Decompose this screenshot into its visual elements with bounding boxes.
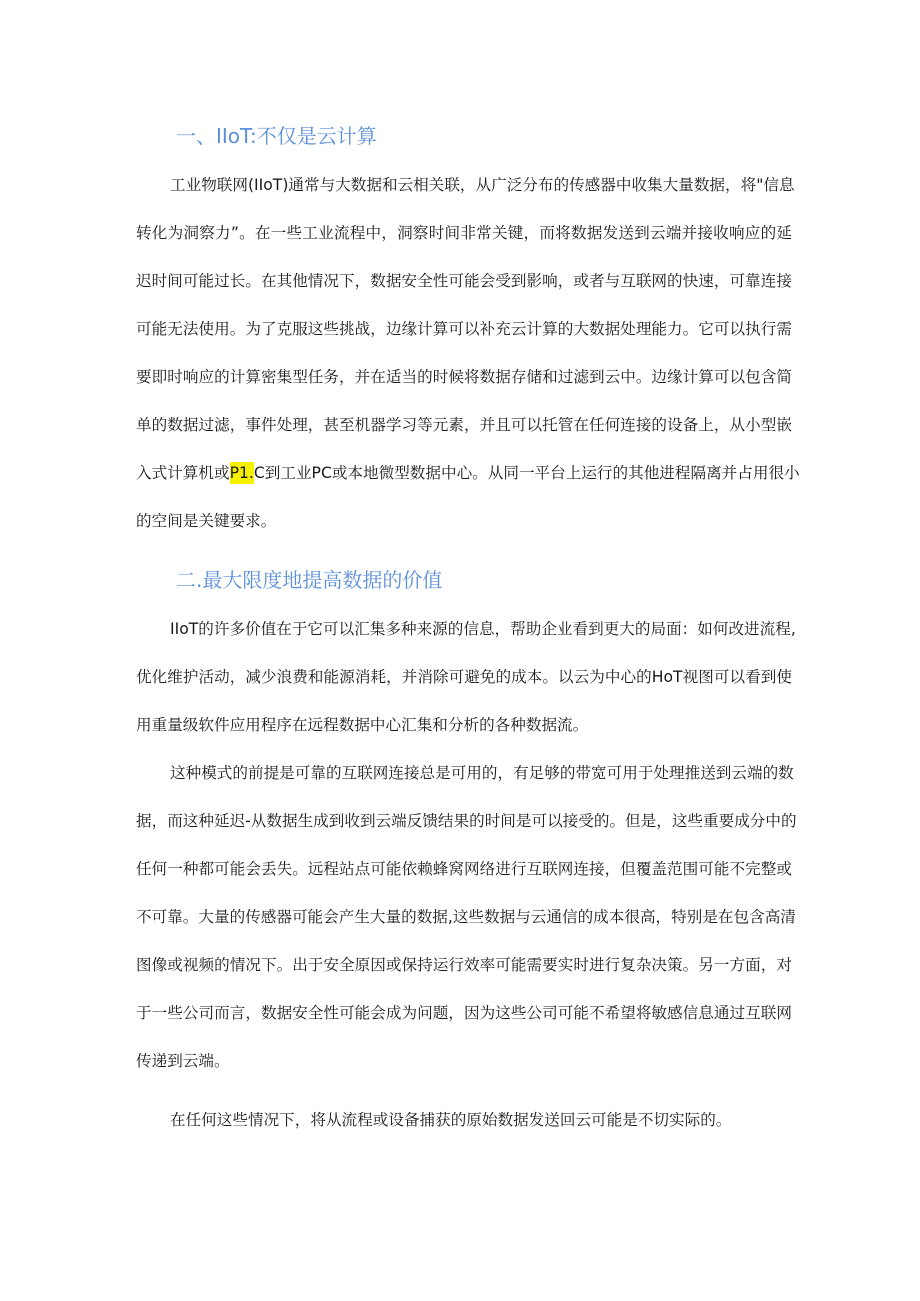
text-line: 可能无法使用。为了克服这些挑战，边缘计算可以补充云计算的大数据处理能力。它可以执行需 [136,320,792,338]
text-line: 要即时响应的计算密集型任务，并在适当的时候将数据存储和过滤到云中。边缘计算可以包含简 [136,368,792,386]
text-line: 单的数据过滤，事件处理，甚至机器学习等元素，并且可以托管在任何连接的设备上，从小型嵌 [136,416,792,434]
text-line: 工业物联网(IIoT)通常与大数据和云相关联，从广泛分布的传感器中收集大量数据，将"信息 [170,176,795,194]
paragraph-iiot-intro [136,161,800,545]
text-line: 用重量级软件应用程序在远程数据中心汇集和分析的各种数据流。 [136,716,589,734]
text-line-with-highlight [136,449,800,497]
text-line: 任何一种都可能会丢失。远程站点可能依赖蜂窝网络进行互联网连接，但覆盖范围可能不完整或 [136,860,792,878]
text-line: 迟时间可能过长。在其他情况下，数据安全性可能会受到影响，或者与互联网的快速，可靠连接 [136,272,792,290]
section-heading-2: 二.最大限度地提高数据的价值 [176,568,443,592]
text-line: IIoT的许多价值在于它可以汇集多种来源的信息，帮助企业看到更大的局面：如何改进流程, [170,620,796,638]
text-segment: 入式计算机或 [136,464,230,482]
text-line: 转化为洞察力”。在一些工业流程中，洞察时间非常关键，而将数据发送到云端并接收响应的延 [136,224,792,242]
text-line: 优化维护活动，减少浪费和能源消耗，并消除可避免的成本。以云为中心的HoT视图可以看到使 [136,668,792,686]
section-heading-1: 一、IIoT:不仅是云计算 [176,124,377,148]
text-segment: C到工业PC或本地微型数据中心。从同一平台上运行的其他进程隔离并占用很小 [253,464,800,482]
text-line: 传递到云端。 [136,1052,230,1070]
text-line: 不可靠。大量的传感器可能会产生大量的数据,这些数据与云通信的成本很高，特别是在包含高清 [136,908,796,926]
text-line: 在任何这些情况下，将从流程或设备捕获的原始数据发送回云可能是不切实际的。 [170,1111,732,1129]
paragraph-connectivity [136,749,797,1085]
text-line: 的空间是关键要求。 [136,512,277,530]
paragraph-value [136,605,796,749]
paragraph-conclusion [136,1096,792,1144]
text-line: 据，而这种延迟-从数据生成到收到云端反馈结果的时间是可以接受的。但是，这些重要成分中的 [136,812,797,830]
text-line: 图像或视频的情况下。出于安全原因或保持运行效率可能需要实时进行复杂决策。另一方面，对 [136,956,792,974]
text-line: 这种模式的前提是可靠的互联网连接总是可用的，有足够的带宽可用于处理推送到云端的数 [170,764,794,782]
highlighted-text: P1. [229,464,254,482]
text-line: 于一些公司而言，数据安全性可能会成为问题，因为这些公司可能不希望将敏感信息通过互联网 [136,1004,792,1022]
